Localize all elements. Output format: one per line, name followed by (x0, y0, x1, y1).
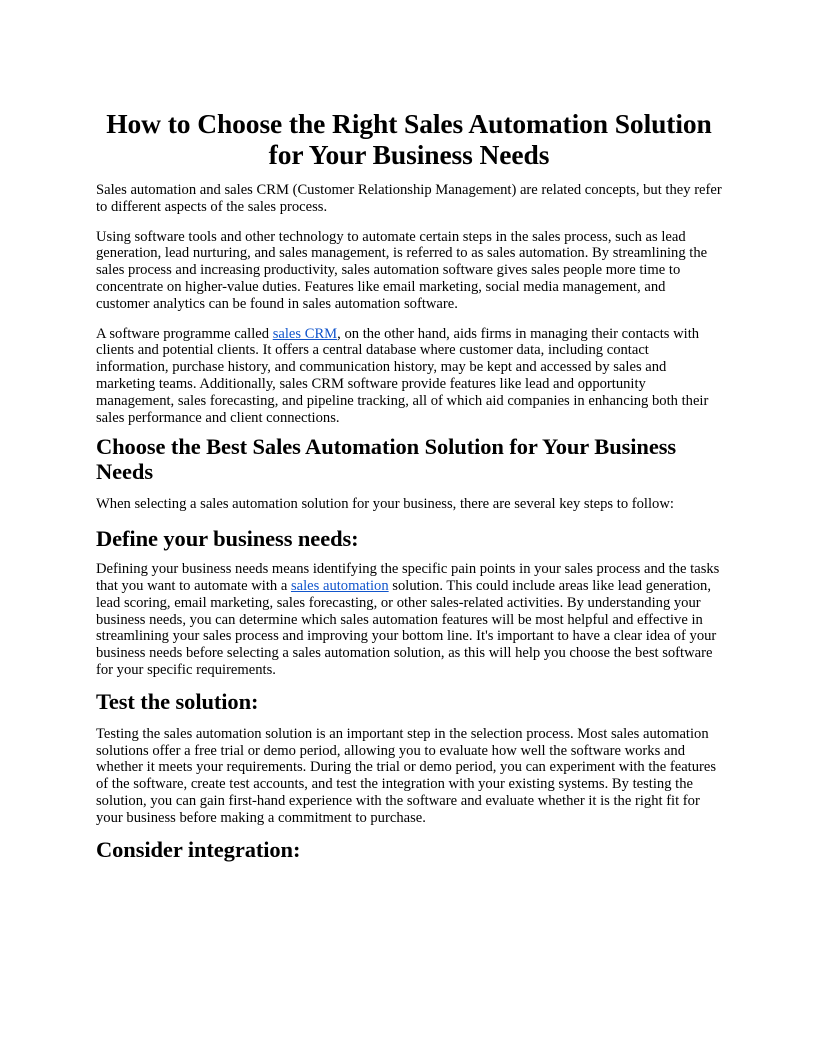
define-text-after-link: solution. This could include areas like lead generation, lead scoring, email marketing, sales forecasting, or other sales-related activities. By understanding your business needs, you can determine which sales automation features will be most helpful and effective in streamlining your sales process and improving your bottom line. It's important to have a clear idea of your business needs before selecting a sales automation solution, as this will help you choose the best software for your specific requirements. (96, 577, 717, 678)
sales-automation-link[interactable]: sales automation (290, 577, 389, 594)
test-solution-paragraph: Testing the sales automation solution is an important step in the selection process. Most sales automation solutions offer a free trial or demo period, allowing you to evaluate how well the software works and whether it meets your requirements. During the trial or demo period, you can experiment with the features of the software, create test accounts, and test the integration with your existing systems. By testing the solution, you can gain first-hand experience with the software and evaluate whether it is the right fit for your business before making a commitment to purchase. (96, 725, 717, 826)
section-heading-test-solution: Test the solution: (96, 688, 259, 714)
automation-paragraph: Using software tools and other technology to automate certain steps in the sales process, such as lead generation, lead nurturing, and sales management, is referred to as sales automation. By streamlining the sales process and increasing productivity, sales automation software gives sales people more time to concentrate on higher-value duties. Features like email marketing, social media management, and customer analytics can be found in sales automation software. (96, 228, 708, 312)
section-heading-define-needs: Define your business needs: (96, 526, 359, 552)
crm-text-after-link: , on the other hand, aids firms in managing their contacts with clients and potential clients. It offers a central database where customer data, including contact information, purchase history, and communication history, may be kept and accessed by sales and marketing teams. Additionally, sales CRM software provide features like lead and opportunity management, sales forecasting, and pipeline tracking, all of which aid companies in enhancing both their sales performance and client connections. (96, 325, 709, 426)
crm-text-before-link: A software programme called (96, 325, 273, 342)
intro-paragraph: Sales automation and sales CRM (Customer Relationship Management) are related concepts, but they refer to different aspects of the sales process. (96, 182, 722, 215)
section-heading-choose: Choose the Best Sales Automation Solution for Your Business Needs (96, 434, 677, 485)
define-needs-paragraph (96, 561, 722, 679)
crm-paragraph (96, 326, 722, 427)
section-heading-consider-integration: Consider integration: (96, 836, 301, 862)
define-text-before-link: Defining your business needs means identifying the specific pain points in your sales process and the tasks that you want to automate with a (96, 561, 720, 594)
document-body (96, 108, 722, 862)
sales-crm-link[interactable]: sales CRM (272, 325, 338, 342)
page-title: How to Choose the Right Sales Automation Solution for Your Business Needs (106, 108, 712, 170)
choose-paragraph: When selecting a sales automation solution for your business, there are several key steps to follow: (96, 496, 674, 513)
